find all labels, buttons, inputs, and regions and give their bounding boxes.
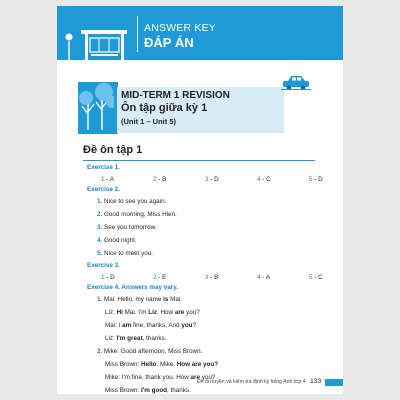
list-item: 2. Good morning, Miss Hien. bbox=[97, 211, 177, 218]
revision-subtitle: Ôn tập giữa kỳ 1 bbox=[121, 102, 208, 114]
dialogue-line: Mai: I am fine, thanks. And you? bbox=[105, 322, 197, 329]
revision-units: (Unit 1 – Unit 5) bbox=[121, 117, 177, 126]
banner-divider bbox=[137, 16, 138, 52]
answer-item: 2 - B bbox=[153, 176, 167, 183]
answer-item: 4 - A bbox=[257, 274, 270, 281]
road-line bbox=[281, 89, 311, 90]
list-item: 1. Nice to see you again. bbox=[97, 198, 167, 205]
answer-item: 3 - B bbox=[205, 274, 219, 281]
dialogue-line: Liz: Hi Mai. I'm Liz. How are you? bbox=[105, 309, 200, 316]
dialogue-line: Miss Brown: I'm good, thanks. bbox=[105, 387, 191, 394]
exercise-2-label: Exercise 2. bbox=[87, 186, 120, 193]
list-item: 3. See you tomorrow. bbox=[97, 224, 157, 231]
section-title: Đề ôn tập 1 bbox=[83, 144, 143, 156]
answer-item: 5 - C bbox=[309, 274, 323, 281]
page-number: 133 bbox=[310, 378, 322, 385]
bus-stop-icon bbox=[77, 28, 129, 60]
footer-book-title: Đề ôn luyện và kiểm tra định kỳ tiếng Anh lớp 4 bbox=[197, 379, 306, 385]
dialogue-line: 2. Mike: Good afternoon, Miss Brown. bbox=[97, 348, 203, 355]
section-underline bbox=[83, 160, 315, 161]
list-item: 5. Nice to meet you. bbox=[97, 250, 154, 257]
answer-item: 1 - D bbox=[101, 274, 115, 281]
dap-an-title: ĐÁP ÁN bbox=[144, 35, 194, 50]
dialogue-line: Mike: I'm fine, thank you. How are you? bbox=[105, 374, 216, 381]
exercise-1-label: Exercise 1. bbox=[87, 164, 120, 171]
exercise-3-answers bbox=[57, 274, 343, 282]
tree-icon bbox=[78, 76, 118, 134]
answer-item: 5 - D bbox=[309, 176, 323, 183]
answer-item: 1 - A bbox=[101, 176, 114, 183]
answer-key-page bbox=[57, 6, 343, 394]
revision-title: MID-TERM 1 REVISION bbox=[121, 90, 230, 101]
dialogue-line: Miss Brown: Hello, Mike. How are you? bbox=[105, 361, 219, 368]
answer-item: 3 - D bbox=[205, 176, 219, 183]
dialogue-line: Liz: I'm great, thanks. bbox=[105, 335, 167, 342]
answer-item: 2 - E bbox=[153, 274, 167, 281]
exercise-3-label: Exercise 3. bbox=[87, 262, 120, 269]
dialogue-line: 1. Mai: Hello, my name is Mai. bbox=[97, 296, 183, 303]
bus-sign-icon bbox=[64, 32, 74, 60]
footer-accent-bar bbox=[325, 379, 343, 386]
answer-key-title: ANSWER KEY bbox=[144, 22, 217, 34]
answer-item: 4 - C bbox=[257, 176, 271, 183]
list-item: 4. Good night. bbox=[97, 237, 137, 244]
exercise-4-label: Exercise 4. Answers may vary. bbox=[87, 284, 179, 291]
revision-accent-bar bbox=[114, 87, 117, 133]
exercise-1-answers bbox=[57, 176, 343, 184]
